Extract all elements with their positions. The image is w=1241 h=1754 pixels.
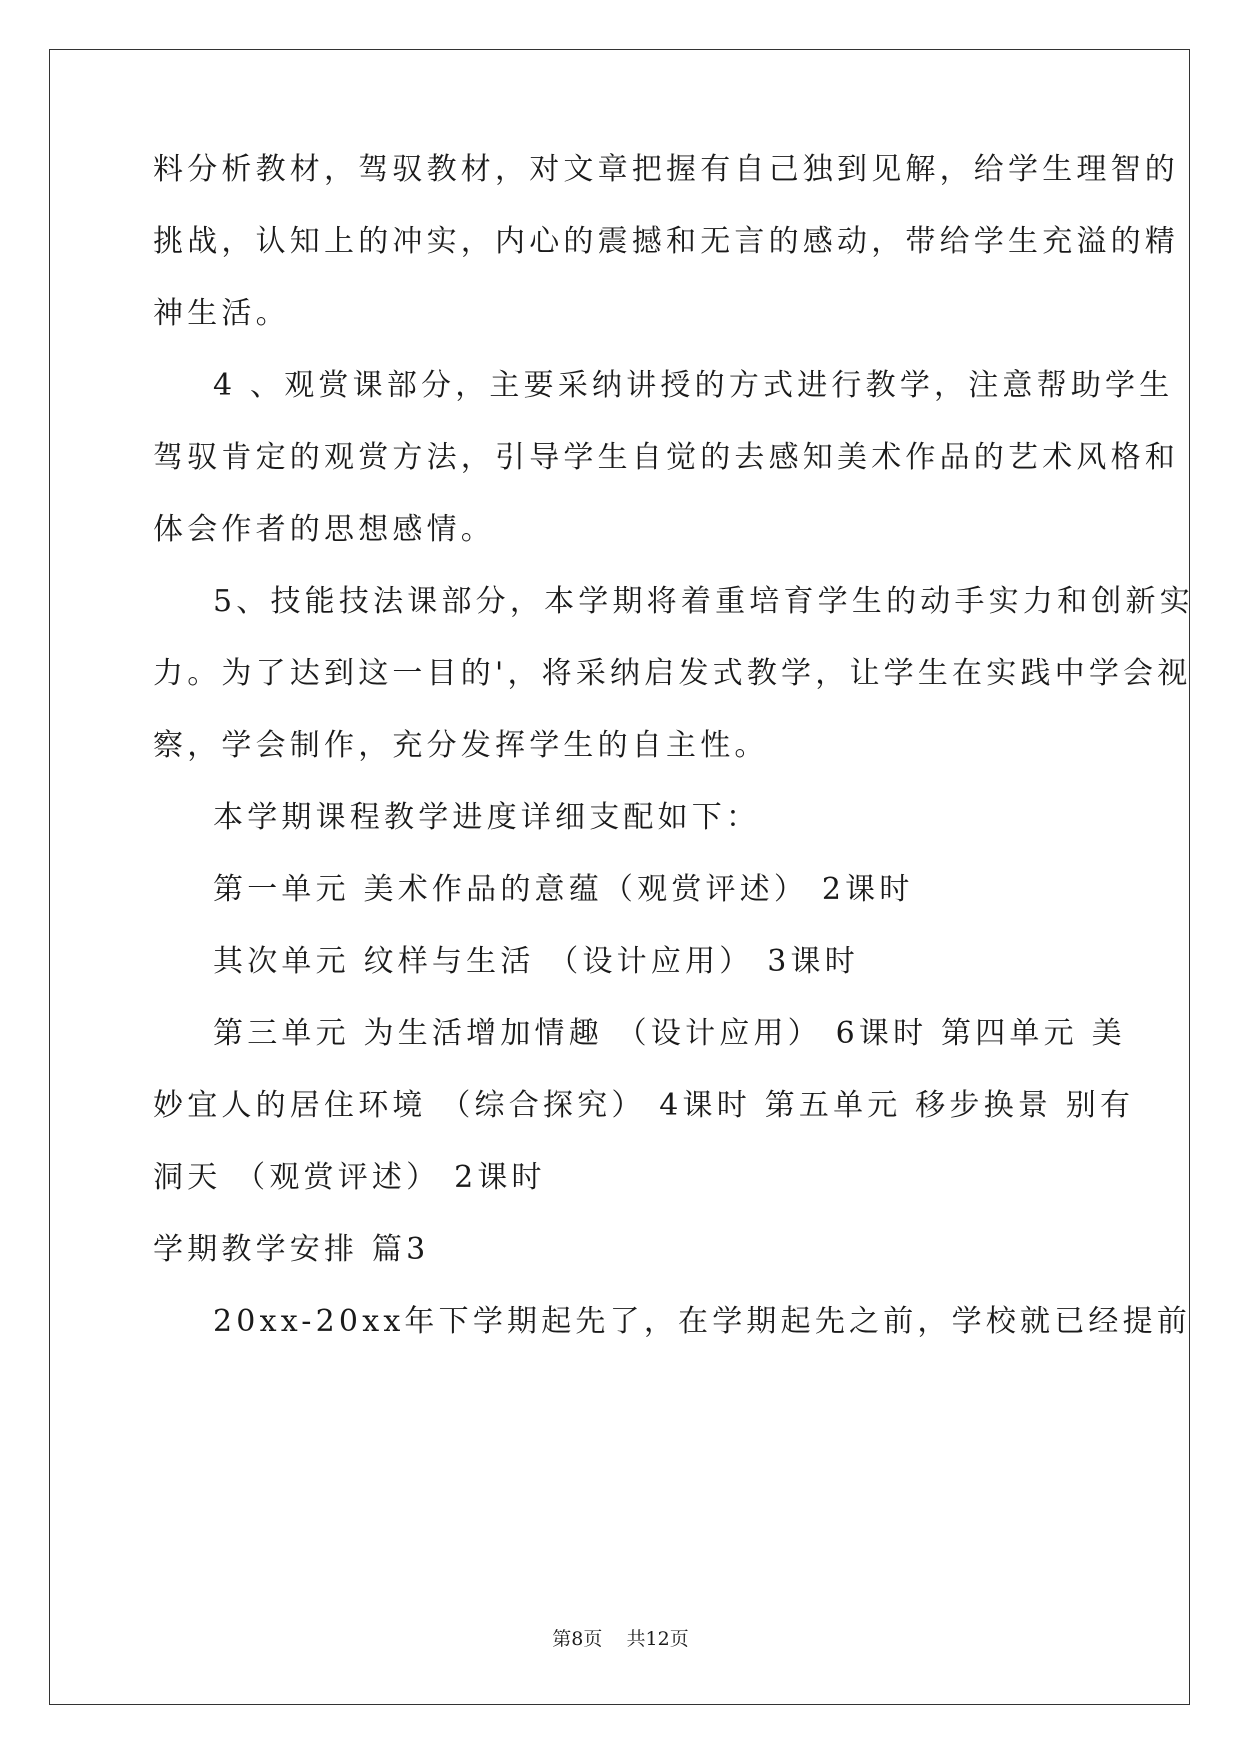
paragraph-line: 力。为了达到这一目的'，将采纳启发式教学，让学生在实践中学会视 <box>153 656 1192 691</box>
page-footer <box>0 1627 1241 1651</box>
paragraph-line: 神生活。 <box>153 296 290 331</box>
section-heading: 学期教学安排 篇3 <box>153 1232 430 1267</box>
paragraph-line: 体会作者的思想感情。 <box>153 512 495 547</box>
paragraph-line: 料分析教材，驾驭教材，对文章把握有自己独到见解，给学生理智的 <box>153 152 1179 187</box>
schedule-line: 第三单元 为生活增加情趣 （设计应用） 6课时 第四单元 美 <box>213 1016 1126 1051</box>
paragraph-line: 驾驭肯定的观赏方法，引导学生自觉的去感知美术作品的艺术风格和 <box>153 440 1179 475</box>
paragraph-line: 4 、观赏课部分，主要采纳讲授的方式进行教学，注意帮助学生 <box>213 368 1174 403</box>
paragraph-line: 本学期课程教学进度详细支配如下： <box>213 800 761 835</box>
schedule-line: 第一单元 美术作品的意蕴（观赏评述） 2课时 <box>213 872 914 907</box>
paragraph-line: 20xx-20xx年下学期起先了，在学期起先之前，学校就已经提前 <box>213 1304 1192 1339</box>
schedule-line: 洞天 （观赏评述） 2课时 <box>153 1160 546 1195</box>
page-total: 共12页 <box>626 1628 689 1650</box>
paragraph-line: 挑战，认知上的冲实，内心的震撼和无言的感动，带给学生充溢的精 <box>153 224 1179 259</box>
page-number: 第8页 <box>552 1628 603 1650</box>
schedule-line: 其次单元 纹样与生活 （设计应用） 3课时 <box>213 944 859 979</box>
paragraph-line: 察，学会制作，充分发挥学生的自主性。 <box>153 728 769 763</box>
paragraph-line: 5、技能技法课部分，本学期将着重培育学生的动手实力和创新实 <box>213 584 1194 619</box>
schedule-line: 妙宜人的居住环境 （综合探究） 4课时 第五单元 移步换景 别有 <box>153 1088 1135 1123</box>
